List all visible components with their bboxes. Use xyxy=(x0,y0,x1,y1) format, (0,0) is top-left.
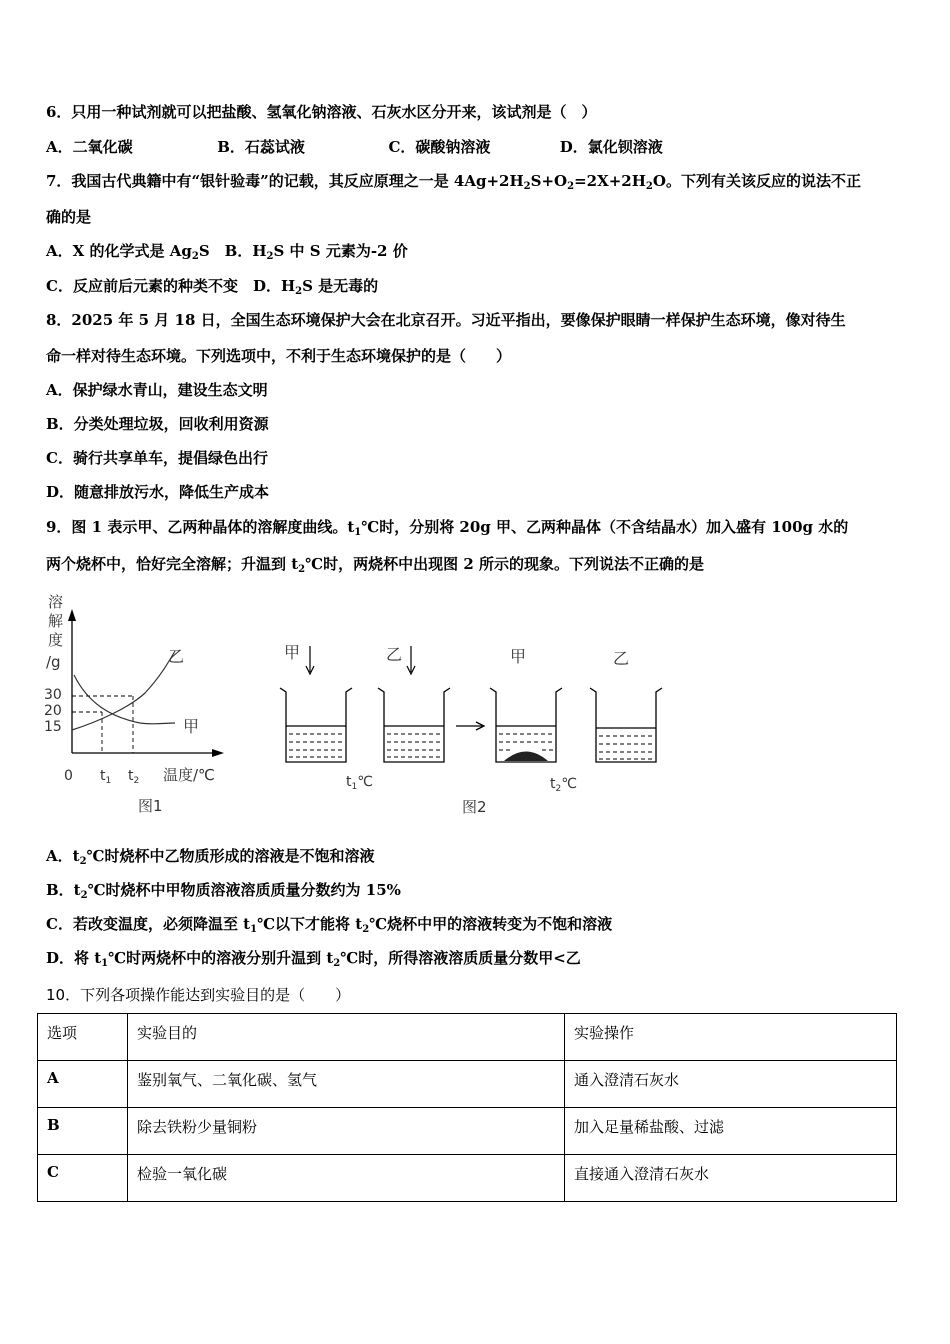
liquid-pattern xyxy=(289,734,654,759)
q8-stem: 8．2025 年 5 月 18 日，全国生态环境保护大会在北京召开。习近平指出，要像保护眼睛一样保护生态环境，像对待生 xyxy=(46,311,846,329)
label-yi: 乙 xyxy=(168,647,185,666)
ylabel-3: 度 xyxy=(48,631,64,649)
row-b-purpose: 除去铁粉少量铜粉 xyxy=(128,1108,565,1155)
row-c-option: C xyxy=(38,1155,128,1202)
ylabel-1: 溶 xyxy=(48,593,64,611)
ylabel-4: /g xyxy=(46,653,61,671)
label-yi-add: 乙 xyxy=(386,645,403,664)
x-axis-arrow xyxy=(212,749,224,757)
q6-option-d: D．氯化钡溶液 xyxy=(559,138,663,156)
label-jia-beaker: 甲 xyxy=(510,647,527,666)
beaker-2 xyxy=(378,688,450,762)
table-header-row xyxy=(38,1014,897,1061)
x-axis-label: 温度/℃ xyxy=(163,766,215,784)
header-purpose: 实验目的 xyxy=(128,1014,565,1061)
q7-stem: 7．我国古代典籍中有“银针验毒”的记载，其反应原理之一是 $4Ag+2H_2S+O_2=2X+2H_2O$。下列有关该反应的说法不正 xyxy=(46,172,861,192)
label-t2: $t_2℃$ xyxy=(550,776,577,794)
header-option: 选项 xyxy=(38,1014,128,1061)
q9-option-c: C．若改变温度，必须降温至 $t_1℃$以下才能将 $t_2℃$烧杯中甲的溶液转变为不饱和溶液 xyxy=(46,915,613,935)
solubility-chart xyxy=(40,585,240,820)
q9-option-a: A．$t_2℃$时烧杯中乙物质形成的溶液是不饱和溶液 xyxy=(46,847,375,867)
q7-stem-line2: 确的是 xyxy=(46,208,92,226)
row-c-purpose: 检验一氧化碳 xyxy=(128,1155,565,1202)
beaker-3 xyxy=(490,688,562,762)
tick-30: 30 xyxy=(44,687,62,703)
beaker-1 xyxy=(280,688,352,762)
label-yi-beaker: 乙 xyxy=(613,649,630,668)
q6-option-c: C．碳酸钠溶液 xyxy=(388,138,491,156)
q6-stem: 6．只用一种试剂就可以把盐酸、氢氧化钠溶液、石灰水区分开来，该试剂是（ ） xyxy=(46,103,597,121)
tick-t2: $t_2$ xyxy=(128,768,140,786)
fig1-caption: 图1 xyxy=(138,797,163,815)
q8-option-a: A．保护绿水青山，建设生态文明 xyxy=(46,381,268,399)
q6-option-a: A．二氧化碳 xyxy=(46,138,133,156)
q7-options-ab: A．X 的化学式是 $Ag_2S$ B．$H_2S$ 中 S 元素为-2 价 xyxy=(46,242,408,262)
table-row xyxy=(38,1061,897,1108)
tick-0: 0 xyxy=(64,768,73,784)
tick-20: 20 xyxy=(44,703,62,719)
y-axis-arrow xyxy=(68,609,76,621)
label-t1: $t_1℃$ xyxy=(346,774,373,792)
header-operation: 实验操作 xyxy=(565,1014,897,1061)
label-jia: 甲 xyxy=(183,717,200,736)
beaker-figure xyxy=(268,630,668,820)
curve-jia xyxy=(74,675,175,724)
row-b-operation: 加入足量稀盐酸、过滤 xyxy=(565,1108,897,1155)
q8-stem-line2: 命一样对待生态环境。下列选项中，不利于生态环境保护的是（ ） xyxy=(46,347,512,365)
q9-stem-line2: 两个烧杯中，恰好完全溶解；升温到 $t_2℃$时，两烧杯中出现图 2 所示的现象。下列说法不正确的是 xyxy=(46,555,704,575)
ylabel-2: 解 xyxy=(48,612,64,630)
row-a-option: A xyxy=(38,1061,128,1108)
q9-option-b: B．$t_2℃$时烧杯中甲物质溶液溶质质量分数约为 15% xyxy=(46,881,401,901)
fig2-caption: 图2 xyxy=(462,798,487,816)
q7-options-cd: C．反应前后元素的种类不变 D．$H_2S$ 是无毒的 xyxy=(46,277,379,297)
row-c-operation: 直接通入澄清石灰水 xyxy=(565,1155,897,1202)
q8-option-d: D．随意排放污水，降低生产成本 xyxy=(46,483,270,501)
q8-option-b: B．分类处理垃圾，回收利用资源 xyxy=(46,415,269,433)
q6-option-b: B．石蕊试液 xyxy=(217,138,305,156)
row-a-purpose: 鉴别氧气、二氧化碳、氢气 xyxy=(128,1061,565,1108)
beaker-4 xyxy=(590,688,662,762)
table-row xyxy=(38,1108,897,1155)
row-b-option: B xyxy=(38,1108,128,1155)
q8-option-c: C．骑行共享单车，提倡绿色出行 xyxy=(46,449,268,467)
tick-15: 15 xyxy=(44,719,62,735)
table-row xyxy=(38,1155,897,1202)
label-jia-add: 甲 xyxy=(284,643,301,662)
tick-t1: $t_1$ xyxy=(100,768,112,786)
q9-stem: 9．图 1 表示甲、乙两种晶体的溶解度曲线。$t_1℃$时，分别将 20g 甲、乙两种晶体（不含结晶水）加入盛有 100g 水的 xyxy=(46,518,849,538)
precipitate xyxy=(504,752,548,762)
q6-options xyxy=(46,137,663,157)
row-a-operation: 通入澄清石灰水 xyxy=(565,1061,897,1108)
q10-stem: 10．下列各项操作能达到实验目的是（ ） xyxy=(46,986,351,1004)
q10-table xyxy=(37,1013,897,1202)
q9-option-d: D．将 $t_1℃$时两烧杯中的溶液分别升温到 $t_2℃$时，所得溶液溶质质量分数甲<乙 xyxy=(46,949,581,969)
